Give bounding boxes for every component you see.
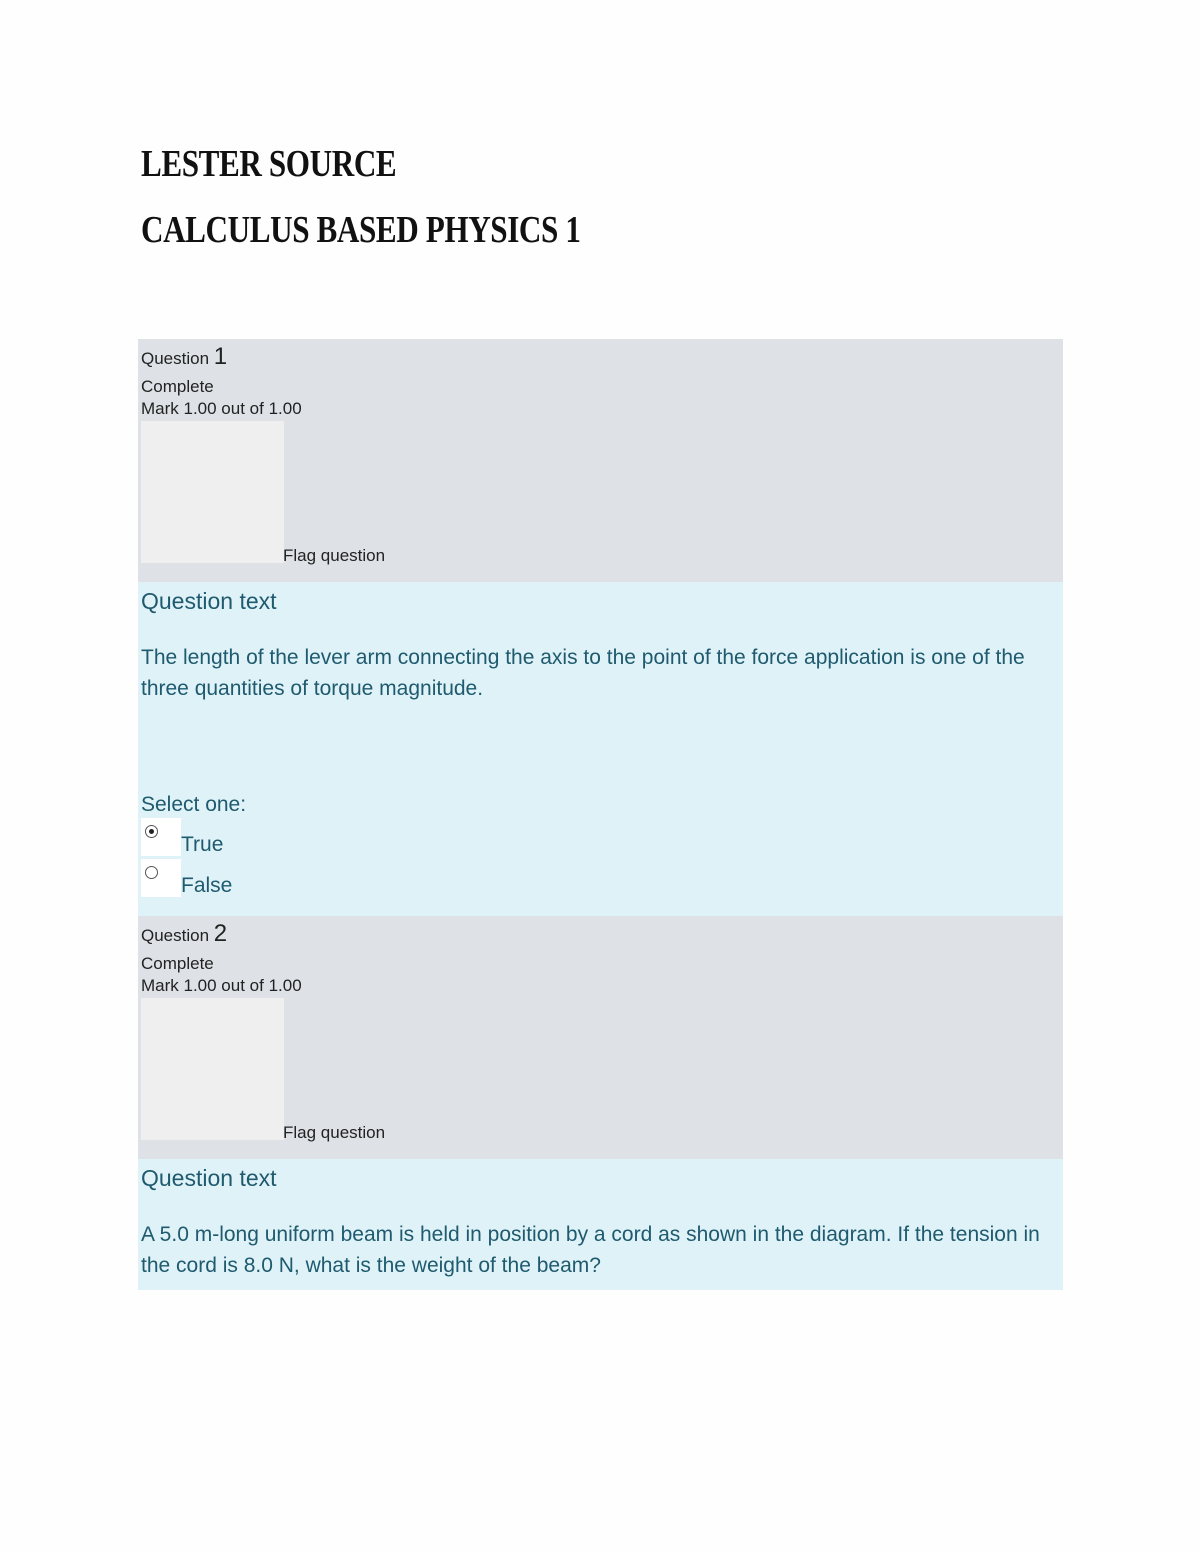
question-label: Question [141,349,210,368]
question-state: Complete [141,954,214,973]
question-text: A 5.0 m-long uniform beam is held in position by a cord as shown in the diagram. If the tension in the cord is 8.0 N, what is the weight of the beam? [141,1223,1040,1277]
radio-container [141,818,181,856]
flag-question-link[interactable]: Flag question [283,546,386,565]
answer-option-false[interactable] [141,859,441,897]
answer-label[interactable]: False [181,874,233,897]
radio-container [141,859,181,897]
question-number-value: 2 [213,920,228,947]
question-2-info [138,916,1063,1159]
document-subtitle: CALCULUS BASED PHYSICS 1 [141,209,581,251]
flag-question-link[interactable]: Flag question [283,1123,386,1142]
radio-unchecked-icon[interactable] [145,866,158,879]
question-2-content [138,1159,1063,1290]
question-grade: Mark 1.00 out of 1.00 [141,976,302,995]
question-state: Complete [141,377,214,396]
question-number [141,343,227,371]
question-text-heading: Question text [141,588,277,614]
flag-icon[interactable] [141,998,284,1140]
flag-icon[interactable] [141,421,284,563]
document-title: LESTER SOURCE [141,143,397,185]
question-grade: Mark 1.00 out of 1.00 [141,399,302,418]
radio-checked-icon[interactable] [145,825,158,838]
answer-option-true[interactable] [141,818,441,856]
question-number [141,920,227,948]
question-label: Question [141,926,210,945]
question-1-content [138,582,1063,916]
select-one-prompt: Select one: [141,793,247,816]
question-number-value: 1 [213,343,228,370]
question-1-info [138,339,1063,582]
question-text: The length of the lever arm connecting the axis to the point of the force application is one of the three quantities of torque magnitude. [141,646,1025,700]
answer-label[interactable]: True [181,833,224,856]
question-text-heading: Question text [141,1165,277,1191]
